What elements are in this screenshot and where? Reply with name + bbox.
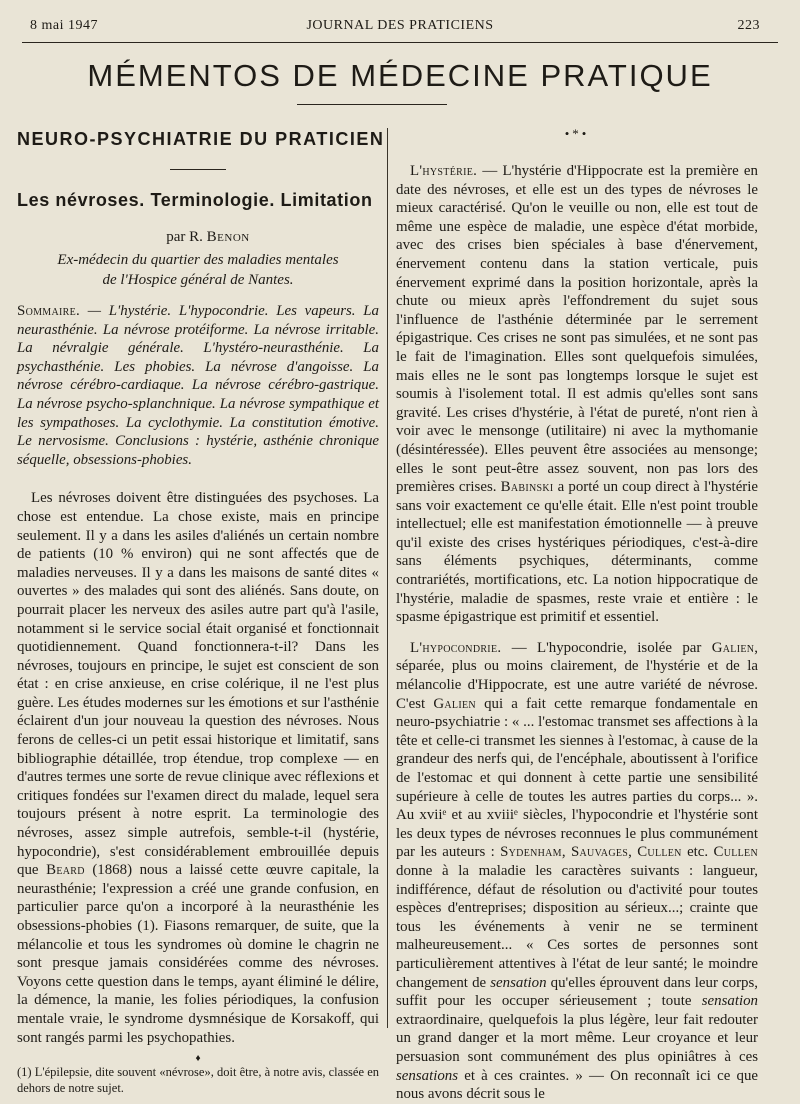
- running-head: [22, 16, 778, 38]
- author-ref-sauvages: Sauvages: [570, 844, 629, 861]
- author-name: Benon: [206, 229, 250, 245]
- author-ref-babinski: Babinski: [500, 479, 554, 496]
- footnote: (1) L'épilepsie, dite souvent «névrose», doit être, à notre avis, classée en dehors de notre sujet.: [17, 1065, 379, 1096]
- sommaire-text: — L'hystérie. L'hypocondrie. Les vapeurs. La neurasthénie. La névrose protéiforme. La névrose irritable. La névralgie générale. L'hystéro-neurasthénie. La psychasthénie. Les phobies. La névrose d'angoisse. La névrose cérébro-cardiaque. La névrose cérébro-gastrique. La névrose psycho-splanchnique. La névrose sympathique et les sympathoses. La cyclothymie. La constitution émotive. Le nervosisme. Conclusions : hystérie, asthénie chronique séquelle, obsessions-phobies.: [17, 303, 379, 468]
- affiliation-line-1: Ex-médecin du quartier des maladies mentales: [57, 252, 339, 268]
- hypocondrie-text-6: qu'elles éprouvent dans leur corps, suffit pour les occuper sérieusement ; toute: [396, 974, 759, 1010]
- author-ref-cullen: Cullen: [637, 844, 682, 861]
- author-affiliation: [17, 250, 379, 290]
- byline-prefix: par R.: [166, 229, 207, 245]
- article-title: Les névroses. Terminologie. Limitation: [17, 190, 373, 210]
- header-rule: [22, 42, 778, 43]
- italic-sensations: sensations: [396, 1067, 459, 1084]
- left-body-text-1: Les névroses doivent être distinguées des psychoses. La chose est entendue. La chose existe, mais en principe seulement. Il y a dans les asiles d'aliénés un certain nombre de patients (10 % environ) qui ne sont affectés que de maladies nerveuses. Il y a dans les maisons de santé dites « ouvertes » des malades qui sont des aliénés. Sans doute, on pourrait placer les nerveux des asiles autre part qu'à l'asile, notamment si le service social était organisé et fonctionnait quotidiennement. Quand fonctionnera-t-il? Dans les névroses, toujours en principe, le sujet est conscient de son état : en crise anxieuse, en crise colérique, il ne l'est plus guère. Les études modernes sur les émotions et sur l'asthénie éclairent d'un jour nouveau la question des névroses. Nous ferons de celles-ci un petit essai historique et limitatif, sans bibliographie détaillée, trop étendue, trop complexe — en d'autres termes une sorte de revue clinique avec réflexions et critiques fondées sur l'examen direct du malade, lequel sera toujours présent à notre esprit. La terminologie des névroses, assez simple autrefois, semble-t-il (hystérie, hypocondrie), s'est considérablement embrouillée depuis que: [17, 490, 379, 879]
- masthead-rule: [297, 104, 447, 105]
- hypocondrie-text-5: donne à la maladie les caractères suivants : langueur, indifférence, défaut de résolution ou d'activité pour toutes espèces d'entreprises; disposition au sérieux...; crainte que tous les événements à venir ne se terminent malheureusement... « Ces sortes de personnes sont particulièrement attentives à l'état de leur santé; le moindre changement de: [396, 862, 758, 991]
- italic-sensation-2: sensation: [701, 993, 758, 1010]
- section-title: NEURO-PSYCHIATRIE DU PRATICIEN: [17, 129, 385, 149]
- hysterie-text-2: a porté un coup direct à l'hystérie sans voir exactement ce qu'elle était. Elle n'est point trouble intellectuel; elle est manifestation émotionnelle — à preuve qu'il existe des crises hystériques périodiques, c'est-à-dire sans éléments psychiques, déterminants, comme contrariétés, mortifications, etc. La notion hippocratique de l'hystérie, maladie de spasmes, reste vraie et entière : le spasme épigastrique est primitif et essentiel.: [396, 479, 759, 626]
- author-ref-sydenham: Sydenham: [500, 844, 562, 861]
- column-divider: [387, 128, 388, 1028]
- affiliation-line-2: de l'Hospice général de Nantes.: [102, 272, 294, 288]
- journal-title: JOURNAL DES PRATICIENS: [306, 18, 494, 33]
- italic-sensation-1: sensation: [490, 974, 547, 991]
- heading-hypocondrie: L'hypocondrie.: [410, 639, 502, 656]
- left-body-paragraph: [17, 489, 379, 1047]
- paragraph-hysterie: [396, 162, 758, 627]
- issue-date: 8 mai 1947: [30, 18, 98, 33]
- author-ref-cullen-2: Cullen: [713, 844, 758, 861]
- separator-2: ,: [628, 844, 638, 861]
- hypocondrie-text-8: et à ces craintes. » — On reconnaît ici ce que nous avons décrit sous le: [396, 1067, 758, 1103]
- hypocondrie-text-2: , séparée, plus ou moins clairement, de l'hystérie et de la mélancolie d'Hippocrate, est une autre variété de névrose. C'est: [396, 639, 758, 712]
- right-column: [396, 120, 758, 1104]
- heading-hysterie: L'hystérie.: [410, 163, 478, 179]
- byline: [37, 229, 379, 246]
- hysterie-text-1: — L'hystérie d'Hippocrate est la première en date des névroses, et elle est un des types de névroses le mieux caractérisé. Qu'on le veuille ou non, elle est tout de même une espèce de maladie, une espèce d'état morbide, avec des crises bien spéciales à base d'énervement, énervement contenu dans la station verticale, puis énervement exprimé dans la position horizontale, après la chute ou mieux après l'effondrement du sujet sous l'influence de l'asthénie déterminée par le serrement épigastrique. Ces crises ne sont pas simulées, et ne sont pas le fait de l'imagination. Elles sont quelquefois simulées, mais elles ne le sont pas longtemps lorsque le sujet est soumis à l'isolement total. Il est admis qu'elles sont sans gravité. Les crises d'hystérie, à l'état de pureté, n'ont rien à voir avec le mensonge (utilitaire) ni avec la mythomanie (désintéressée). Elles peuvent être associées au mensonge; elles le sont peut-être assez souvent, non pas lors des premières crises.: [396, 163, 758, 496]
- footnote-mark: ♦: [195, 1053, 201, 1065]
- paragraph-hypocondrie: [396, 639, 758, 1104]
- hypocondrie-text-4: etc.: [681, 844, 714, 861]
- author-ref-galien: Galien: [711, 639, 755, 656]
- left-column: [17, 120, 385, 1096]
- hypocondrie-text-7: extraordinaire, quelquefois la plus légère, leur fait redouter un grand danger et la mort même. Leur croyance et leur persuasion sont communément des plus opiniâtres à ces: [396, 1011, 758, 1065]
- masthead: MÉMENTOS DE MÉDECINE PRATIQUE: [87, 58, 713, 93]
- hypocondrie-text-3: qui a fait cette remarque fondamentale en neuro-psychiatrie : « ... l'estomac transmet ses affections à la tête et celle-ci transmet les siennes à l'estomac, à cause de la grandeur des nerfs qui, de l'encéphale, aboutissent à l'orifice de l'estomac et qui donnent à cette partie une sensibilité supérieure à celle de toutes les autres parties du corps... ». Au xviiᵉ et au xviiiᵉ siècles, l'hypocondrie et l'hystérie sont les deux types de névroses reconnues le plus communément par les auteurs :: [396, 695, 758, 861]
- left-body-text-2: (1868) nous a laissé cette œuvre capitale, la neurasthénie; l'expression a créé une grande confusion, en particulier parce qu'on a incorporé à la neurasthénie les obsessions-phobies (1). Fiasons remarquer, de suite, que la mélancolie et tous les syndromes où domine le chagrin ne sont presque jamais considérées comme des névroses. Voyons cette question dans le temps, ayant éliminé le délire, la démence, la manie, les folies périodiques, la confusion mentale vraie, le syndrome dysmnésique de Korsakoff, qui sont rangés parmi les psychopathies.: [17, 862, 379, 1046]
- author-ref-beard: Beard: [46, 862, 85, 879]
- separator-1: ,: [561, 844, 571, 861]
- hypocondrie-text-1: — L'hypocondrie, isolée par: [501, 639, 712, 656]
- section-ornament: •*•: [564, 126, 590, 141]
- section-rule: [170, 169, 226, 170]
- sommaire: [17, 302, 379, 469]
- sommaire-label: Sommaire.: [17, 303, 81, 319]
- author-ref-galien-2: Galien: [433, 695, 476, 712]
- page-number: 223: [737, 18, 760, 33]
